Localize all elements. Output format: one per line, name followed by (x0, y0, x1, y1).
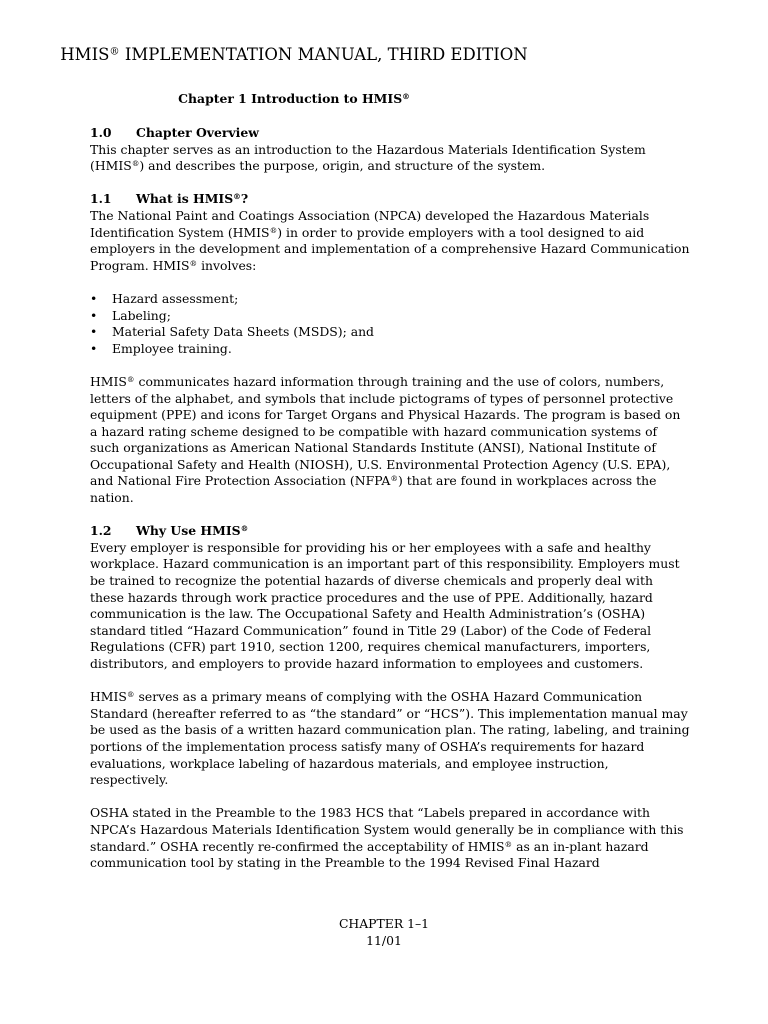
section-number: 1.0 (90, 125, 112, 140)
paragraph-overview: This chapter serves as an introduction to the Hazardous Materials Identification System (HMIS®) and describes the purpose, origin, and structure of the system. (90, 141, 646, 174)
paragraph-osha-preamble: OSHA stated in the Preamble to the 1983 HCS that “Labels prepared in accordance with NPCA’s Hazardous Materials Identification System would generally be in compliance with this standard.” OSHA recently re-confirmed the acceptability of HMIS® as an in-plant hazard communication tool by stating in the Preamble to the 1994 Revised Final Hazard (90, 805, 684, 871)
paragraph-communicates: HMIS® communicates hazard information through training and the use of colors, numbers, letters of the alphabet, and symbols that include pictograms of types of personnel protective equipment (PPE) and icons for Target Organs and Physical Hazards. The program is based on a hazard rating scheme designed to be compatible with hazard communication systems of such organizations as American National Standards Institute (ANSI), National Institute of Occupational Safety and Health (NIOSH), U.S. Environmental Protection Agency (U.S. EPA), and National Fire Protection Association (NFPA®) that are found in workplaces across the nation. (90, 373, 681, 506)
page-number: CHAPTER 1–1 (338, 916, 430, 931)
paragraph-compliance: HMIS® serves as a primary means of complying with the OSHA Hazard Communication Standard (hereafter referred to as “the standard” or “HCS”). This implementation manual may be used as the basis of a written hazard communication plan. The rating, labeling, and training portions of the implementation process satisfy many of OSHA’s requirements for hazard evaluations, workplace labeling of hazardous materials, and employee instruction, respectively. (90, 689, 690, 788)
section-heading-1-1 (90, 191, 690, 208)
section-heading-1-0 (90, 125, 690, 142)
document-title: HMIS® IMPLEMENTATION MANUAL, THIRD EDITION (60, 45, 528, 64)
paragraph-what-is-intro: The National Paint and Coatings Association (NPCA) developed the Hazardous Materials Identification System (HMIS®) in order to provide employers with a tool designed to aid employers in the development and implementation of a comprehensive Hazard Communication Program. HMIS® involves: (90, 207, 690, 273)
list-item: • Material Safety Data Sheets (MSDS); and (90, 324, 690, 341)
bullet-list (90, 291, 690, 357)
revision-date: 11/01 (366, 933, 402, 948)
list-item: • Labeling; (90, 308, 690, 325)
section-heading-1-2 (90, 523, 690, 540)
paragraph-why-use: Every employer is responsible for providing his or her employees with a safe and healthy workplace. Hazard communication is an important part of this responsibility. Employers must be trained to recognize the potential hazards of diverse chemicals and properly deal with these hazards through work practice procedures and the use of PPE. Additionally, hazard communication is the law. The Occupational Safety and Health Administration’s (OSHA) standard titled “Hazard Communication” found in Title 29 (Labor) of the Code of Federal Regulations (CFR) part 1910, section 1200, requires chemical manufacturers, importers, distributors, and employers to provide hazard information to employees and customers. (90, 539, 680, 671)
body-flow (90, 125, 690, 872)
section-title: Why Use HMIS® (136, 523, 249, 539)
section-title: What is HMIS®? (136, 191, 249, 207)
list-item: • Employee training. (90, 341, 690, 358)
section-number: 1.2 (90, 523, 112, 539)
page-footer (0, 915, 768, 949)
section-number: 1.1 (90, 191, 112, 207)
chapter-title: Chapter 1 Introduction to HMIS® (178, 91, 410, 106)
list-item: • Hazard assessment; (90, 291, 690, 308)
section-title: Chapter Overview (136, 125, 259, 140)
